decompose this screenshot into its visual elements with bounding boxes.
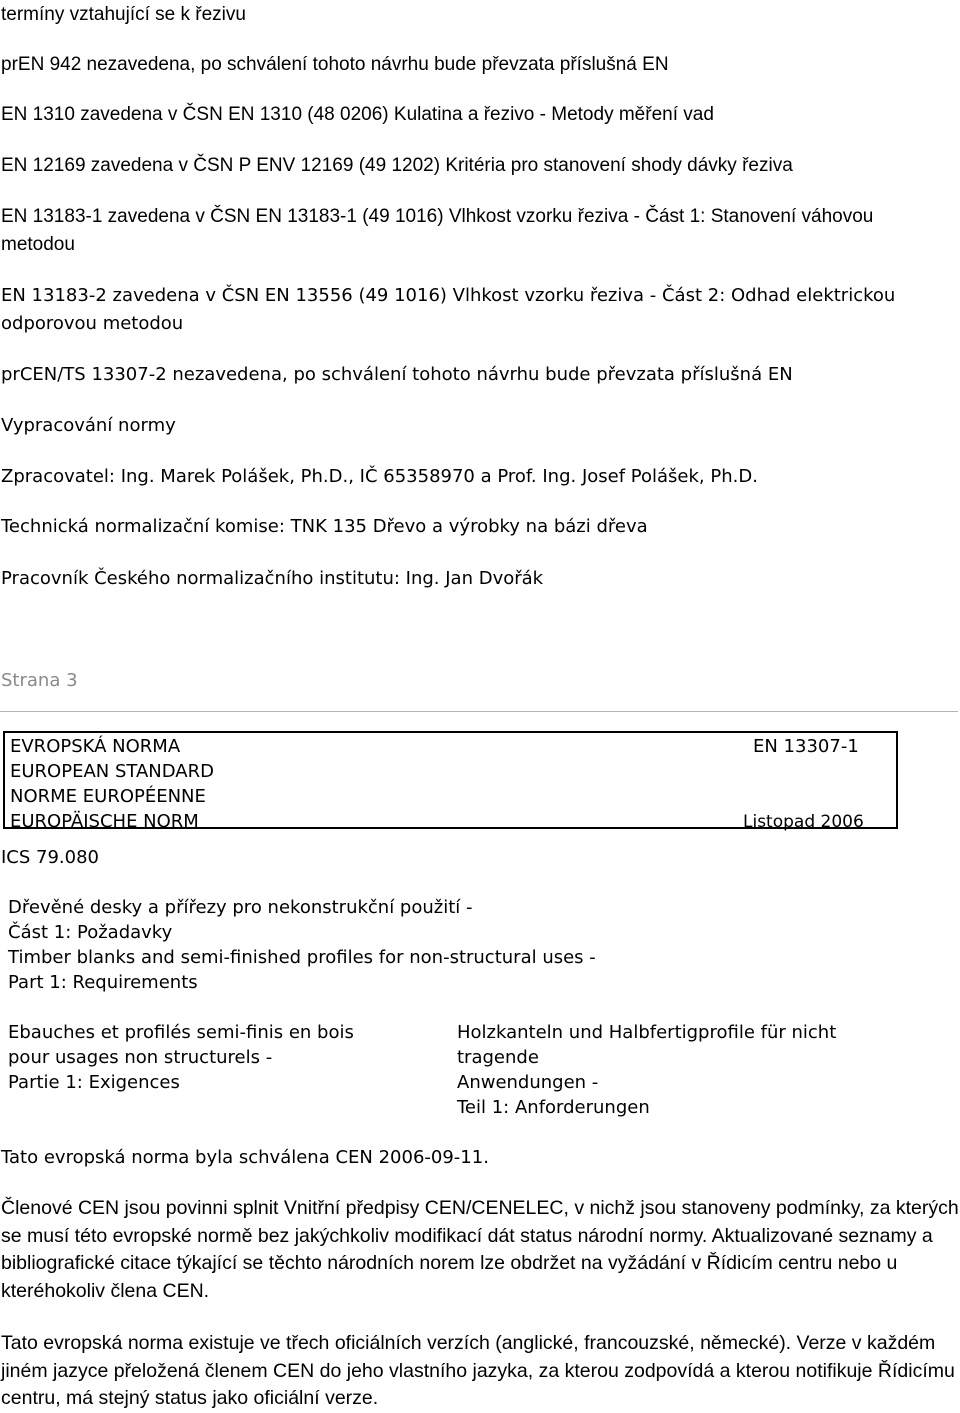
- text-line: prEN 942 nezavedena, po schválení tohoto návrhu bude převzata příslušná EN: [1, 54, 669, 75]
- text-line: metodou: [1, 234, 75, 255]
- text-line: termíny vztahující se k řezivu: [1, 4, 246, 25]
- text-line: prCEN/TS 13307-2 nezavedena, po schválení tohoto návrhu bude převzata příslušná EN: [1, 364, 793, 385]
- section-heading: Vypracování normy: [1, 415, 176, 436]
- text-line: EN 13183-1 zavedena v ČSN EN 13183-1 (49 1016) Vlhkost vzorku řeziva - Část 1: Stanovení váhovou: [1, 206, 874, 227]
- title-de-4: Teil 1: Anforderungen: [457, 1097, 650, 1118]
- title-en-2: Part 1: Requirements: [8, 972, 198, 993]
- standard-name-en: EUROPEAN STANDARD: [10, 761, 214, 782]
- standard-header-box: [3, 731, 898, 832]
- title-de-3: Anwendungen -: [457, 1072, 599, 1093]
- title-fr-2: pour usages non structurels -: [8, 1047, 273, 1068]
- text-line: EN 13183-2 zavedena v ČSN EN 13556 (49 1016) Vlhkost vzorku řeziva - Část 2: Odhad elektrickou: [1, 285, 896, 306]
- title-de-2: tragende: [457, 1047, 539, 1068]
- ics-code: ICS 79.080: [1, 847, 100, 868]
- title-cs-1: Dřevěné desky a přířezy pro nekonstrukční použití -: [8, 897, 473, 918]
- text-line: odporovou metodou: [1, 313, 184, 334]
- title-fr-3: Partie 1: Exigences: [8, 1072, 180, 1093]
- title-fr-1: Ebauches et profilés semi-finis en bois: [8, 1022, 354, 1043]
- approval-statement: Tato evropská norma byla schválena CEN 2006-09-11.: [1, 1147, 489, 1168]
- text-line: Pracovník Českého normalizačního institutu: Ing. Jan Dvořák: [1, 568, 544, 589]
- page-label: Strana 3: [1, 670, 78, 691]
- title-cs-2: Část 1: Požadavky: [8, 922, 173, 943]
- standard-number: EN 13307-1: [753, 736, 859, 757]
- text-line: EN 1310 zavedena v ČSN EN 1310 (48 0206) Kulatina a řezivo - Metody měření vad: [1, 104, 714, 125]
- paragraph-members: Členové CEN jsou povinni splnit Vnitřní předpisy CEN/CENELEC, v nichž jsou stanoveny podmínky, za kterých se musí této evropské normě bez jakýchkoliv modifikací dát status národní normy. Aktualizované seznamy a bibliografické citace týkající se těchto národních norem lze obdržet na vyžádání v Řídicím centru nebo u kteréhokoliv člena CEN.: [1, 1197, 959, 1302]
- title-en-1: Timber blanks and semi-finished profiles for non-structural uses -: [8, 947, 596, 968]
- page-divider: [0, 711, 958, 712]
- text-line: Technická normalizační komise: TNK 135 Dřevo a výrobky na bázi dřeva: [1, 516, 648, 537]
- paragraph-versions: Tato evropská norma existuje ve třech oficiálních verzích (anglické, francouzské, německé). Verze v každém jiném jazyce přeložená členem CEN do jeho vlastního jazyka, za kterou zodpovídá a kterou notifikuje Řídicímu centru, má stejný status jako oficiální verze.: [1, 1332, 955, 1409]
- text-line: EN 12169 zavedena v ČSN P ENV 12169 (49 1202) Kritéria pro stanovení shody dávky řeziva: [1, 155, 793, 176]
- text-line: Zpracovatel: Ing. Marek Polášek, Ph.D., IČ 65358970 a Prof. Ing. Josef Polášek, Ph.D.: [1, 466, 758, 487]
- standard-name-fr: NORME EUROPÉENNE: [10, 786, 206, 807]
- standard-name-de: EUROPÄISCHE NORM: [10, 811, 199, 832]
- title-de-1: Holzkanteln und Halbfertigprofile für nicht: [457, 1022, 837, 1043]
- standard-date: Listopad 2006: [743, 812, 864, 832]
- standard-name-cs: EVROPSKÁ NORMA: [10, 736, 181, 757]
